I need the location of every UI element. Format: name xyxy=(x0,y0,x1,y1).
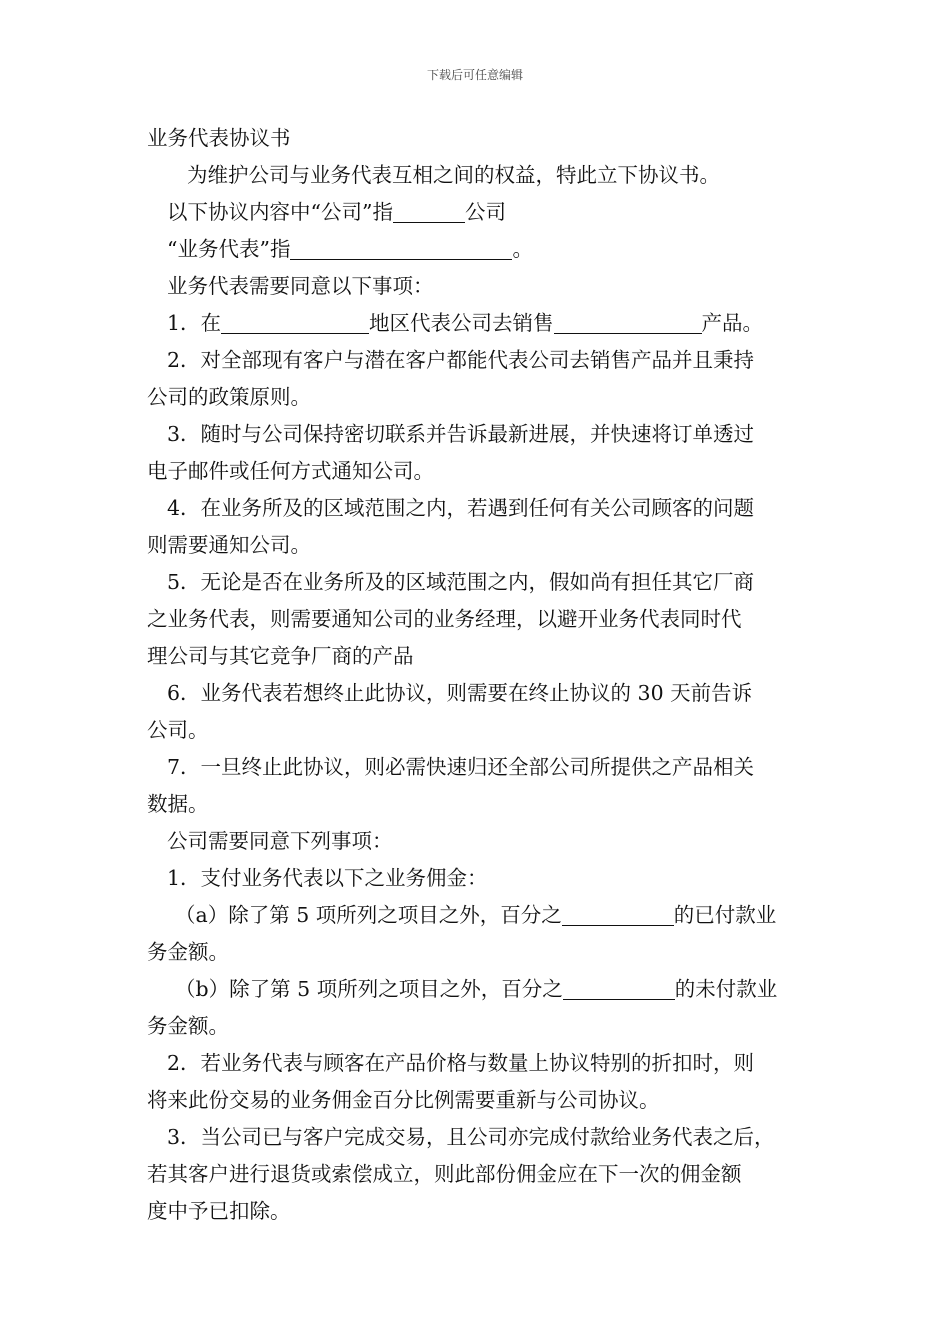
rep-item-7-cont: 数据。 xyxy=(147,792,209,816)
company-item-1a-cont: 务金额。 xyxy=(147,940,229,964)
company-item-1b-cont: 务金额。 xyxy=(147,1014,229,1038)
region-blank[interactable] xyxy=(221,311,369,334)
rep-item-4-cont: 则需要通知公司。 xyxy=(147,533,311,557)
rep-name-blank[interactable] xyxy=(290,237,512,260)
page-header: 下载后可任意编辑 xyxy=(426,68,523,82)
rep-item-5: 5．无论是否在业务所及的区域范围之内，假如尚有担任其它厂商 xyxy=(167,570,755,594)
product-blank[interactable] xyxy=(554,311,702,334)
rep-item-6: 6．业务代表若想终止此协议，则需要在终止协议的 30 天前告诉 xyxy=(167,681,753,705)
rep-item-5-cont2: 理公司与其它竞争厂商的产品 xyxy=(147,644,414,668)
company-item-1b: （b）除了第 5 项所列之项目之外，百分之 的未付款业 xyxy=(175,977,778,1001)
rep-item-1: 1．在 地区代表公司去销售 产品。 xyxy=(167,311,764,335)
rep-item-2: 2．对全部现有客户与潜在客户都能代表公司去销售产品并且秉持 xyxy=(167,348,755,372)
rep-item-7: 7．一旦终止此协议，则必需快速归还全部公司所提供之产品相关 xyxy=(167,755,755,779)
rep-section-heading: 业务代表需要同意以下事项： xyxy=(167,274,434,298)
intro-paragraph: 为维护公司与业务代表互相之间的权益，特此立下协议书。 xyxy=(187,163,720,187)
rep-item-3: 3．随时与公司保持密切联系并告诉最新进展，并快速将订单透过 xyxy=(167,422,755,446)
rep-item-3-cont: 电子邮件或任何方式通知公司。 xyxy=(147,459,434,483)
rep-item-6-cont: 公司。 xyxy=(147,718,209,742)
definition-rep: “业务代表”指 。 xyxy=(167,237,533,261)
definition-company: 以下协议内容中“公司”指 公司 xyxy=(167,200,506,224)
company-item-1: 1．支付业务代表以下之业务佣金： xyxy=(167,866,488,890)
company-section-heading: 公司需要同意下列事项： xyxy=(167,829,393,853)
company-item-3-cont2: 度中予已扣除。 xyxy=(147,1199,291,1223)
rep-item-5-cont: 之业务代表，则需要通知公司的业务经理，以避开业务代表同时代 xyxy=(147,607,742,631)
company-item-1a: （a）除了第 5 项所列之项目之外，百分之 的已付款业 xyxy=(175,903,777,927)
company-item-2-cont: 将来此份交易的业务佣金百分比例需要重新与公司协议。 xyxy=(147,1088,660,1112)
rep-item-4: 4．在业务所及的区域范围之内，若遇到任何有关公司顾客的问题 xyxy=(167,496,755,520)
company-item-3-cont: 若其客户进行退货或索偿成立，则此部份佣金应在下一次的佣金额 xyxy=(147,1162,742,1186)
company-item-2: 2．若业务代表与顾客在产品价格与数量上协议特别的折扣时，则 xyxy=(167,1051,755,1075)
unpaid-percent-blank[interactable] xyxy=(563,977,675,1000)
paid-percent-blank[interactable] xyxy=(562,903,674,926)
document-title: 业务代表协议书 xyxy=(147,126,291,150)
company-item-3: 3．当公司已与客户完成交易，且公司亦完成付款给业务代表之后， xyxy=(167,1125,775,1149)
document-body xyxy=(147,120,815,1230)
company-name-blank[interactable] xyxy=(393,200,465,223)
rep-item-2-cont: 公司的政策原则。 xyxy=(147,385,311,409)
